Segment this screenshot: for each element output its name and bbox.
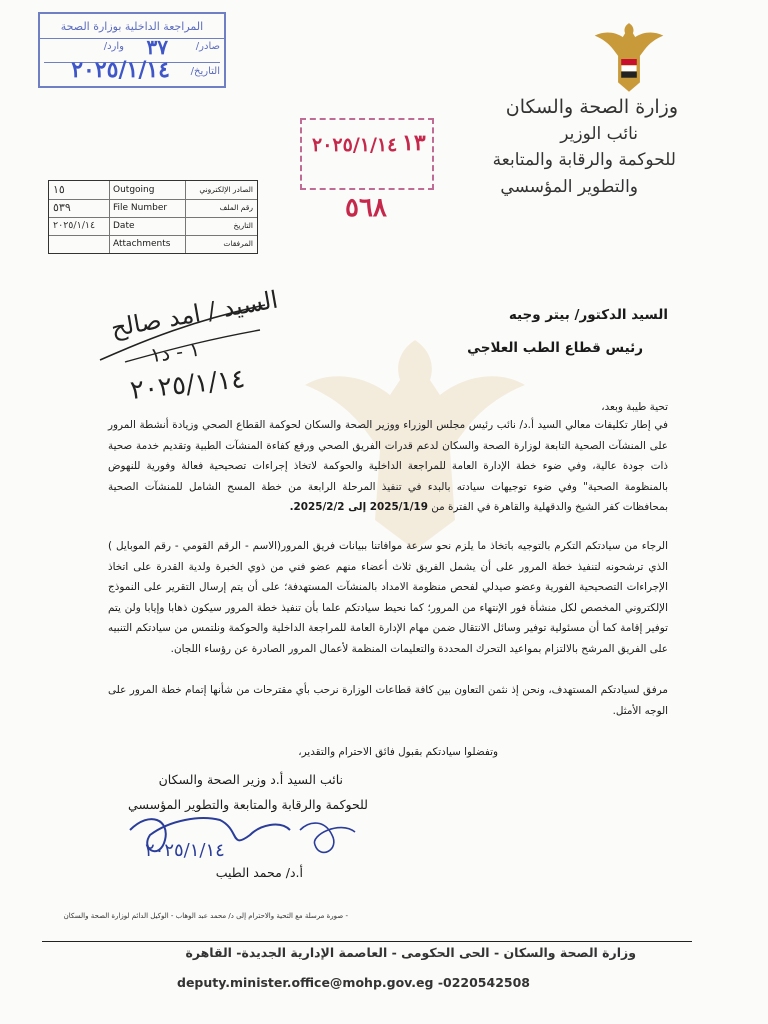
- paragraph-2: الرجاء من سيادتكم التكرم بالتوجيه باتخاذ ما يلزم نحو سرعة موافاتنا ببيانات فريق المرور(الاسم - الرقم القومي - رقم الموبايل ) الذي ترشحونه لتنفيذ خطة المرور على أن يشمل الفريق ثلاث أعضاء منهم عضو فني من ذوي الخبرة ولدية القدرة على اتخاذ الإجراءات التصحيحية الفورية وعضو صيدلي لفحص منظومة الامداد بالمنشآت المستهدفة؛ على أن يتم إرسال التقرير على النموذج الإلكتروني المخصص لكل منشأة فور الإنتهاء من المرور؛ كما نحيط سيادتكم علما بأن تنفيذ خطة المرور سيكون ذهابا وإيابا ولن يتم توفير إقامة كما أن مسئولية توفير وسائل الانتقال ضمن مهام الإدارة العامة للمراجعة الداخلية والحوكمة ونلتمس من سيادتكم التنبيه على الفريق المرشح بالالتزام بمواعيد التحرك المحددة والتعليمات المنظمة لأعمال المرور الصادرة عن رؤساء اللجان.: [108, 540, 668, 655]
- red-stamp-number: ١٣: [402, 130, 426, 156]
- red-handwritten-number: ٥٦٨: [345, 193, 387, 223]
- signatory-name: أ.د/ محمد الطيب: [215, 865, 303, 880]
- stamp-date-label: التاريخ/: [190, 66, 220, 77]
- red-stamp-date: ٢٠٢٥/١/١٤: [312, 134, 398, 156]
- ref-value: [53, 235, 109, 253]
- paragraph-1-dates: 2025/1/19 إلى 2025/2/2.: [289, 501, 428, 513]
- stamp-issued-label: صادر/: [195, 41, 220, 52]
- paragraph-1: [108, 415, 668, 518]
- reference-table: [48, 180, 258, 254]
- ref-row-file-number: [49, 199, 257, 218]
- handwritten-strokes: [95, 300, 275, 370]
- department-line-1: للحوكمة والرقابة والمتابعة: [492, 150, 676, 170]
- paragraph-1-text: في إطار تكليفات معالي السيد أ.د/ نائب رئيس مجلس الوزراء ووزير الصحة والسكان لحوكمة القطاع الصحي وزيادة أنشطة المرور على المنشآت الصحية التابعة لوزارة الصحة والسكان لدعم قدرات الفريق الصحي ورفع كفاءة المنشآت الطبية وتقديم خدمة صحية ذات جودة عالية، وفي ضوء خطة الإدارة العامة للمراجعة الداخلية والحوكمة لاتخاذ إجراءات تصحيحية فعالة وفورية للنهوض بالمنظومة الصحية" وفي ضوء توجيهات سيادته بالبدء في تنفيذ المرحلة الرابعة من خطة المسح الشامل للمنشآت الصحية بمحافظات كفر الشيخ والدقهلية والقاهرة في الفترة من: [108, 419, 668, 513]
- ref-label-en: Date: [113, 221, 135, 231]
- ref-label-ar: رقم الملف: [219, 203, 253, 212]
- receipt-stamp: [38, 12, 226, 88]
- ref-value: ١٥: [53, 183, 65, 196]
- closing: وتفضلوا سيادتكم بقبول فائق الاحترام والتقدير،: [298, 746, 498, 758]
- ref-label-en: Attachments: [113, 239, 171, 249]
- ref-value: ٥٣٩: [53, 201, 71, 214]
- greeting: تحية طيبة وبعد،: [601, 401, 668, 413]
- ref-label-ar: المرفقات: [223, 239, 253, 248]
- signatory-title-1: نائب السيد أ.د وزير الصحة والسكان: [158, 772, 343, 787]
- handwritten-note-date: ٢٠٢٥/١/١٤: [128, 364, 247, 406]
- addressee-name: السيد الدكتور/ بيتر وجيه: [508, 307, 668, 323]
- handwritten-note-line1: السيد / امد صالح: [108, 285, 280, 343]
- cc-note: - صورة مرسلة مع التحية والاحترام إلى د/ محمد عبد الوهاب - الوكيل الدائم لوزارة الصحة والسكان: [63, 912, 348, 920]
- handwritten-note-line2: ١ - د١: [148, 336, 202, 368]
- stamp-incoming-label: وارد/: [103, 41, 124, 52]
- deputy-minister-title: نائب الوزير: [560, 124, 638, 144]
- footer-contact: deputy.minister.office@mohp.gov.eg -0220542508: [177, 975, 530, 990]
- ministry-name: وزارة الصحة والسكان: [505, 96, 678, 118]
- addressee-title: رئيس قطاع الطب العلاجي: [467, 340, 643, 356]
- handwritten-signature: [110, 790, 370, 880]
- ref-value: ٢٠٢٥/١/١٤: [53, 220, 96, 231]
- stamp-date-row: [44, 57, 220, 83]
- signature-handwritten-date: ٢٠٢٥/١/١٤: [145, 840, 225, 861]
- department-line-2: والتطوير المؤسسي: [500, 177, 638, 197]
- footer-divider: [42, 941, 692, 942]
- signatory-title-2: للحوكمة والرقابة والمتابعة والتطوير المؤسسي: [128, 797, 368, 812]
- ref-row-outgoing: [49, 181, 257, 200]
- ref-label-en: File Number: [113, 203, 168, 213]
- stamp-number: ٣٧: [146, 35, 168, 59]
- ref-row-date: [49, 217, 257, 236]
- ref-label-ar: التاريخ: [233, 221, 253, 230]
- stamp-title: المراجعة الداخلية بوزارة الصحة: [40, 16, 224, 39]
- ref-label-en: Outgoing: [113, 185, 155, 195]
- ref-label-ar: الصادر الإلكتروني: [199, 185, 253, 194]
- ref-row-attachments: [49, 235, 257, 253]
- paragraph-3: مرفق لسيادتكم المستهدف، ونحن إذ نثمن التعاون بين كافة قطاعات الوزارة نرحب بأي مقترحات من شأنها إتمام خطة المرور على الوجه الأمثل.: [108, 684, 668, 717]
- reference-stamp: [300, 118, 434, 190]
- footer-address: وزارة الصحة والسكان - الحى الحكومى - العاصمة الإدارية الجديدة- القاهرة: [185, 945, 636, 960]
- stamp-date: ٢٠٢٥/١/١٤: [71, 57, 170, 83]
- egypt-eagle-emblem-icon: [590, 20, 668, 98]
